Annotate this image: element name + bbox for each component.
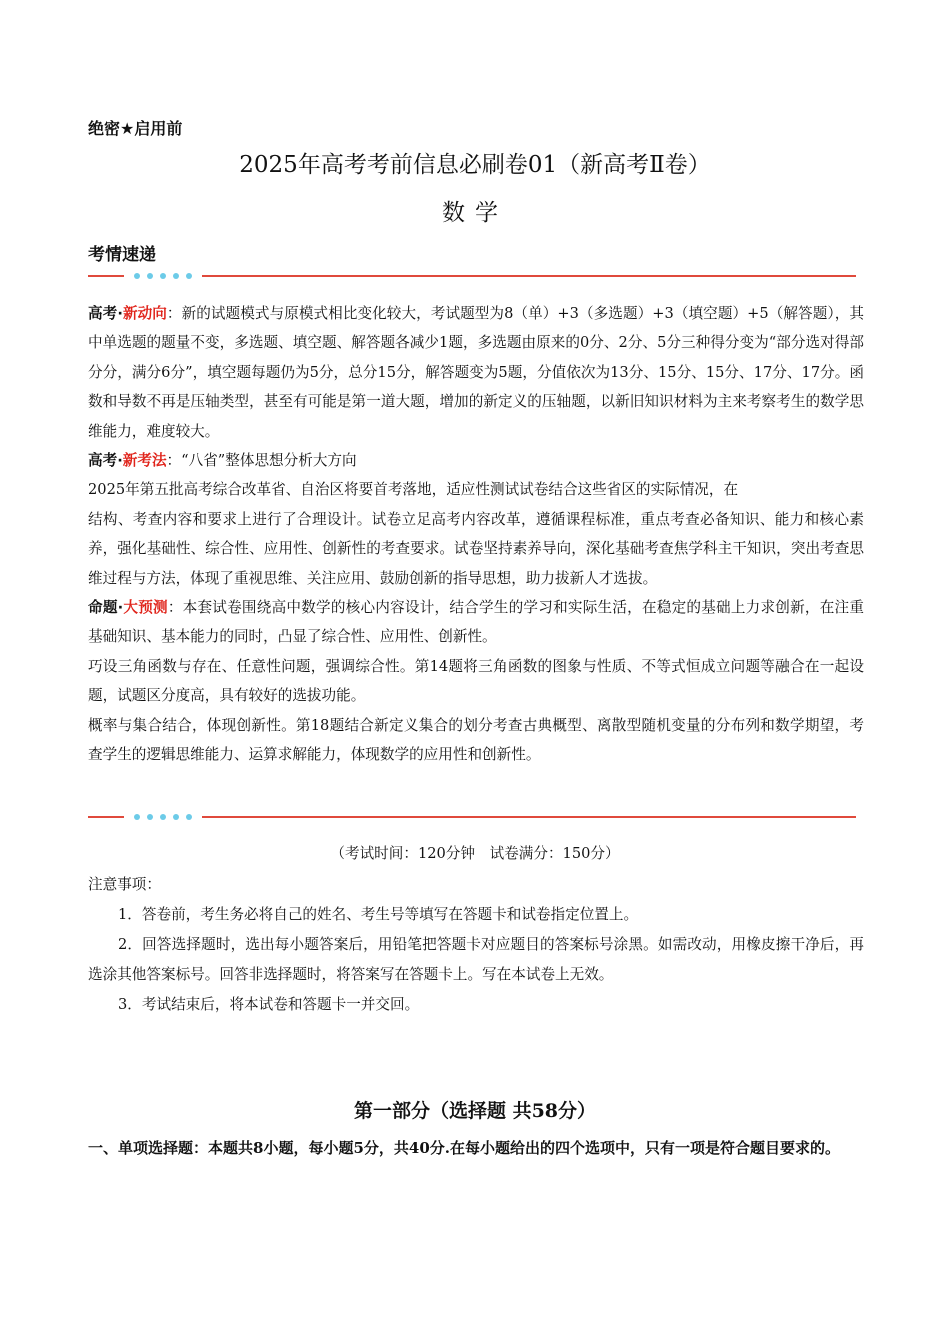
prediction-paragraph: 命题·大预测：本套试卷围绕高中数学的核心内容设计，结合学生的学习和实际生活，在稳定的基础上力求创新，在注重基础知识、基本能力的同时，凸显了综合性、应用性、创新性。 [88,599,864,646]
subject-title: 数学 [442,200,508,226]
page-title: 2025年高考考前信息必刷卷01（新高考Ⅱ卷） [239,152,711,178]
prediction-label-b: 大预测 [123,599,168,617]
notes-section [88,870,864,1020]
new-trend-label-b: 新动向 [122,305,167,322]
notes-heading: 注意事项： [88,876,161,893]
part1-title: 第一部分（选择题 共58分） [353,1100,597,1122]
new-method-paragraph: 高考·新考法：“八省”整体思想分析大方向 [88,452,357,470]
probability-paragraph: 概率与集合结合，体现创新性。第18题结合新定义集合的划分考查古典概型、离散型随机变量的分布列和数学期望，考查学生的逻辑思维能力、运算求解能力，体现数学的应用性和创新性。 [88,716,864,764]
section-intro-text: 一、单项选择题：本题共8小题，每小题5分，共40分.在每小题给出的四个选项中，只有一项是符合题目要求的。 [88,1139,840,1157]
new-method-label-a: 高考 [88,452,118,470]
trig-paragraph: 巧设三角函数与存在、任意性问题，强调综合性。第14题将三角函数的图象与性质、不等式恒成立问题等融合在一起设题，试题区分度高，具有较好的选拔功能。 [88,657,864,705]
note-item: 1．答卷前，考生务必将自己的姓名、考生号等填写在答题卡和试卷指定位置上。 [118,906,639,923]
new-trend-text: ：新的试题模式与原模式相比变化较大，考试题型为8（单）+3（多选题）+3（填空题）+5（解答题），其中单选题的题量不变，多选题、填空题、解答题各减少1题，多选题由原来的0分、2分、5分三种得分变为“部分选对得部分分，满分6分”，填空题每题仍为5分，总分15分，解答题变为5题，分值依次为13分、15分、15分、17分、17分。函数和导数不再是压轴类型，甚至有可能是第一道大题，增加的新定义的压轴题，以新旧知识材料为主来考察考生的数学思维能力，难度较大。 [88,305,864,440]
note-item: 2．回答选择题时，选出每小题答案后，用铅笔把答题卡对应题目的答案标号涂黑。如需改动，用橡皮擦干净后，再选涂其他答案标号。回答非选择题时，将答案写在答题卡上。写在本试卷上无效。 [88,936,864,983]
new-method-label-b: 新考法 [122,452,167,470]
overview-body [88,299,864,770]
new-trend-paragraph: 高考·新动向：新的试题模式与原模式相比变化较大，考试题型为8（单）+3（多选题）+3（填空题）+5（解答题），其中单选题的题量不变，多选题、填空题、解答题各减少1题，多选题由原来的0分、2分、5分三种得分变为“部分选对得部分分，满分6分”，填空题每题仍为5分，总分15分，解答题变为5题，分值依次为13分、15分、15分、17分、17分。函数和导数不再是压轴类型，甚至有可能是第一道大题，增加的新定义的压轴题，以新旧知识材料为主来考察考生的数学思维能力，难度较大。 [88,305,864,440]
section-intro [88,1134,864,1163]
exam-info: （考试时间：120分钟 试卷满分：150分） [330,845,620,862]
overview-heading: 考情速递 [88,245,156,265]
reform-paragraph: 结构、考查内容和要求上进行了合理设计。试卷立足高考内容改革，遵循课程标准，重点考查必备知识、能力和核心素养，强化基础性、综合性、应用性、创新性的考查要求。试卷坚持素养导向，深化基础考查焦学科主干知识，突出考查思维过程与方法，体现了重视思维、关注应用、鼓励创新的指导思想，助力拔新人才选拔。 [88,510,864,587]
prediction-label-a: 命题 [88,599,118,617]
new-trend-label-a: 高考 [88,305,118,322]
secret-label: 绝密★启用前 [88,119,183,138]
reform-line1: 2025年第五批高考综合改革省、自治区将要首考落地，适应性测试试卷结合这些省区的实际情况，在 [88,481,739,499]
new-method-text: ：“八省”整体思想分析大方向 [166,452,357,470]
prediction-text: ：本套试卷围绕高中数学的核心内容设计，结合学生的学习和实际生活，在稳定的基础上力求创新，在注重基础知识、基本能力的同时，凸显了综合性、应用性、创新性。 [88,599,864,646]
top-divider [88,270,856,282]
bottom-divider [88,811,856,823]
note-item: 3．考试结束后，将本试卷和答题卡一并交回。 [118,996,420,1013]
